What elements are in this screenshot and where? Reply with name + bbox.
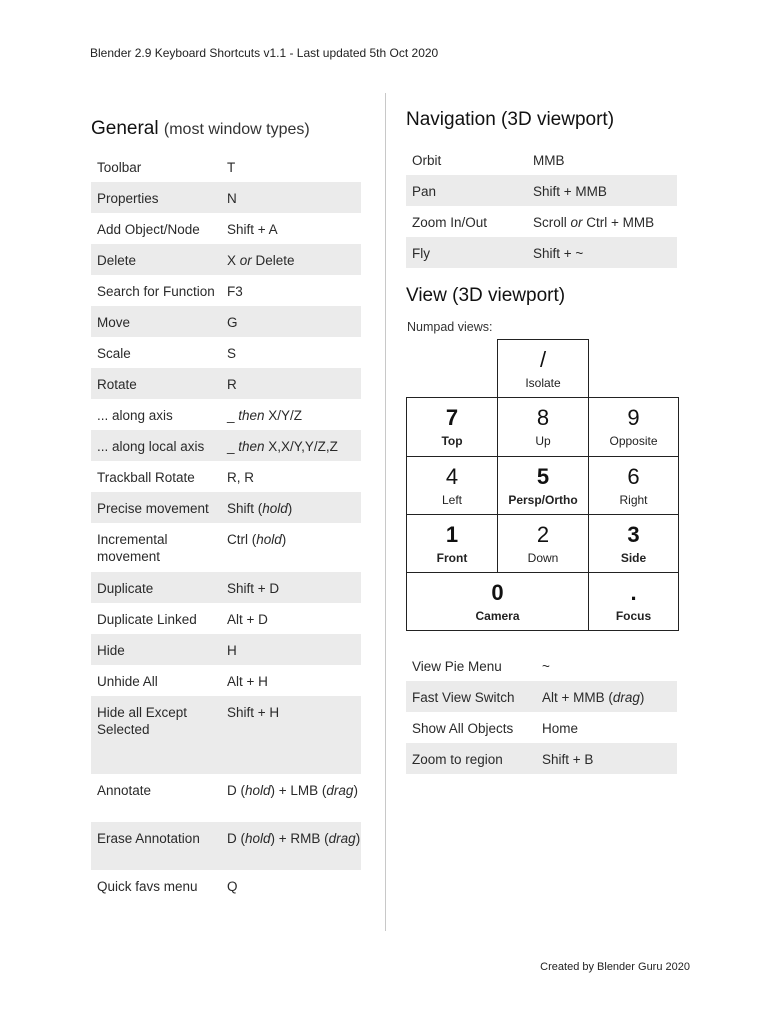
- shortcut-key: D (hold) + RMB (drag): [227, 831, 361, 846]
- shortcut-key: Shift + A: [227, 222, 278, 237]
- shortcut-action: Toolbar: [97, 160, 142, 175]
- numpad-key-label: Front: [436, 551, 468, 565]
- numpad-key-9: [588, 397, 679, 457]
- shortcut-action: Unhide All: [97, 674, 158, 689]
- shortcut-action: Hide all Except Selected: [97, 705, 188, 737]
- shortcut-action: Duplicate: [97, 581, 154, 596]
- shortcut-row: [91, 337, 361, 368]
- shortcut-row: [91, 399, 361, 430]
- shortcut-key: Home: [542, 721, 579, 736]
- general-heading: [91, 118, 310, 140]
- numpad-key-label: Right: [619, 493, 648, 507]
- numpad-key-label: Isolate: [525, 376, 561, 390]
- shortcut-row: [91, 151, 361, 182]
- shortcut-action: Search for Function: [97, 284, 215, 299]
- numpad-key-dot: [588, 572, 679, 631]
- shortcut-action: Pan: [412, 184, 437, 199]
- shortcut-row: [91, 870, 361, 901]
- shortcut-action: Scale: [97, 346, 131, 361]
- shortcut-action: ... along axis: [97, 408, 173, 423]
- numpad-key-label: Top: [441, 434, 463, 448]
- numpad-key-slash: [497, 339, 589, 399]
- shortcut-row: [91, 461, 361, 492]
- shortcut-key: _ then X,X/Y,Y/Z,Z: [227, 439, 338, 454]
- numpad-diagram: [406, 339, 679, 631]
- numpad-key-label: Opposite: [609, 434, 658, 448]
- numpad-key: 9: [627, 405, 640, 430]
- shortcut-action: Duplicate Linked: [97, 612, 197, 627]
- shortcut-row: [91, 603, 361, 634]
- numpad-key: 2: [536, 522, 550, 547]
- shortcut-row: [91, 523, 361, 572]
- numpad-key-label: Down: [527, 551, 559, 565]
- numpad-key-8: [497, 397, 589, 457]
- numpad-key-label: Camera: [475, 609, 520, 623]
- shortcut-key: Shift + MMB: [533, 184, 607, 199]
- shortcut-key: Q: [227, 879, 238, 894]
- shortcut-action: Fly: [412, 246, 430, 261]
- page-header: Blender 2.9 Keyboard Shortcuts v1.1 - Last updated 5th Oct 2020: [90, 46, 439, 60]
- numpad-key: 0: [491, 580, 504, 605]
- shortcut-key: R: [227, 377, 237, 392]
- general-title: General: [91, 118, 159, 139]
- shortcut-row: [406, 175, 677, 206]
- numpad-key-5: [497, 456, 589, 515]
- numpad-key-label: Side: [620, 551, 647, 565]
- shortcut-row: [406, 144, 677, 175]
- numpad-views-label: Numpad views:: [407, 320, 493, 334]
- numpad-key: 3: [627, 522, 640, 547]
- shortcut-action: Zoom to region: [412, 752, 503, 767]
- numpad-key-0: [406, 572, 589, 631]
- navigation-title: Navigation (3D viewport): [406, 109, 615, 130]
- numpad-key-label: Up: [535, 434, 551, 448]
- numpad-key-3: [588, 514, 679, 573]
- shortcut-key: Shift + B: [542, 752, 594, 767]
- shortcut-action: Zoom In/Out: [412, 215, 488, 230]
- shortcut-action: Properties: [97, 191, 159, 206]
- shortcut-row: [91, 696, 361, 774]
- numpad-key-label: Left: [441, 493, 462, 507]
- shortcut-action: Quick favs menu: [97, 879, 198, 894]
- shortcut-action: Trackball Rotate: [97, 470, 195, 485]
- shortcut-row: [91, 634, 361, 665]
- shortcut-action: ... along local axis: [97, 439, 205, 454]
- shortcut-action: Move: [97, 315, 131, 330]
- shortcut-key: F3: [227, 284, 243, 299]
- general-subtitle: (most window types): [163, 121, 310, 138]
- shortcut-key: Alt + H: [227, 674, 268, 689]
- shortcut-row: [91, 368, 361, 399]
- shortcut-key: Alt + D: [227, 612, 268, 627]
- numpad-key-1: [406, 514, 498, 573]
- numpad-key: 6: [627, 464, 640, 489]
- shortcut-row: [91, 665, 361, 696]
- shortcut-key: MMB: [533, 153, 565, 168]
- shortcut-action: Show All Objects: [412, 721, 514, 736]
- column-divider: [385, 93, 386, 931]
- shortcut-key: X or Delete: [227, 253, 295, 268]
- numpad-key: 1: [445, 522, 459, 547]
- view-title: View (3D viewport): [406, 285, 566, 306]
- shortcut-action: Fast View Switch: [412, 690, 515, 705]
- shortcut-row: [91, 430, 361, 461]
- shortcut-action: Precise movement: [97, 501, 209, 516]
- shortcut-row: [406, 650, 677, 681]
- shortcut-key: _ then X/Y/Z: [227, 408, 303, 423]
- shortcut-row: [91, 275, 361, 306]
- numpad-key-label: Persp/Ortho: [508, 493, 578, 507]
- shortcut-row: [91, 572, 361, 603]
- shortcut-row: [91, 244, 361, 275]
- shortcut-row: [91, 774, 361, 822]
- shortcut-key: G: [227, 315, 238, 330]
- navigation-shortcuts-table: [406, 144, 677, 268]
- numpad-key-2: [497, 514, 589, 573]
- numpad-key-4: [406, 456, 498, 515]
- shortcut-row: [91, 182, 361, 213]
- shortcut-row: [406, 206, 677, 237]
- shortcut-action: Delete: [97, 253, 137, 268]
- numpad-key: /: [539, 347, 547, 372]
- shortcut-action: Rotate: [97, 377, 137, 392]
- shortcut-key: T: [227, 160, 236, 175]
- numpad-key: 5: [536, 464, 550, 489]
- shortcut-key: Ctrl (hold): [227, 532, 287, 547]
- shortcut-action: View Pie Menu: [412, 659, 502, 674]
- shortcut-action: Orbit: [412, 153, 442, 168]
- shortcut-action: Hide: [97, 643, 125, 658]
- shortcut-row: [406, 681, 677, 712]
- shortcut-action: Incremental movement: [97, 532, 168, 564]
- shortcut-row: [406, 712, 677, 743]
- numpad-key: 4: [445, 464, 459, 489]
- numpad-key-7: [406, 397, 498, 457]
- shortcut-key: Shift + D: [227, 581, 280, 596]
- shortcut-key: Alt + MMB (drag): [542, 690, 645, 705]
- numpad-key-6: [588, 456, 679, 515]
- shortcut-row: [91, 306, 361, 337]
- shortcut-action: Add Object/Node: [97, 222, 200, 237]
- numpad-key: 7: [445, 405, 459, 430]
- shortcut-action: Annotate: [97, 783, 152, 798]
- shortcut-action: Erase Annotation: [97, 831, 200, 846]
- shortcut-row: [91, 822, 361, 870]
- shortcut-key: Shift + H: [227, 705, 280, 720]
- numpad-key-label: Focus: [615, 609, 652, 623]
- shortcut-row: [91, 213, 361, 244]
- shortcut-row: [406, 743, 677, 774]
- shortcut-key: ~: [542, 659, 550, 674]
- shortcut-key: R, R: [227, 470, 254, 485]
- general-shortcuts-table: [91, 151, 361, 901]
- shortcut-key: Shift + ~: [533, 246, 584, 261]
- shortcut-key: N: [227, 191, 237, 206]
- shortcut-row: [91, 492, 361, 523]
- shortcut-key: H: [227, 643, 237, 658]
- shortcut-key: S: [227, 346, 237, 361]
- numpad-key: .: [630, 580, 637, 605]
- shortcut-key: Shift (hold): [227, 501, 293, 516]
- view-shortcuts-table: [406, 650, 677, 774]
- shortcut-key: D (hold) + LMB (drag): [227, 783, 358, 798]
- numpad-key: 8: [536, 405, 550, 430]
- shortcut-key: Scroll or Ctrl + MMB: [533, 215, 655, 230]
- page-footer: Created by Blender Guru 2020: [540, 961, 690, 973]
- shortcut-row: [406, 237, 677, 268]
